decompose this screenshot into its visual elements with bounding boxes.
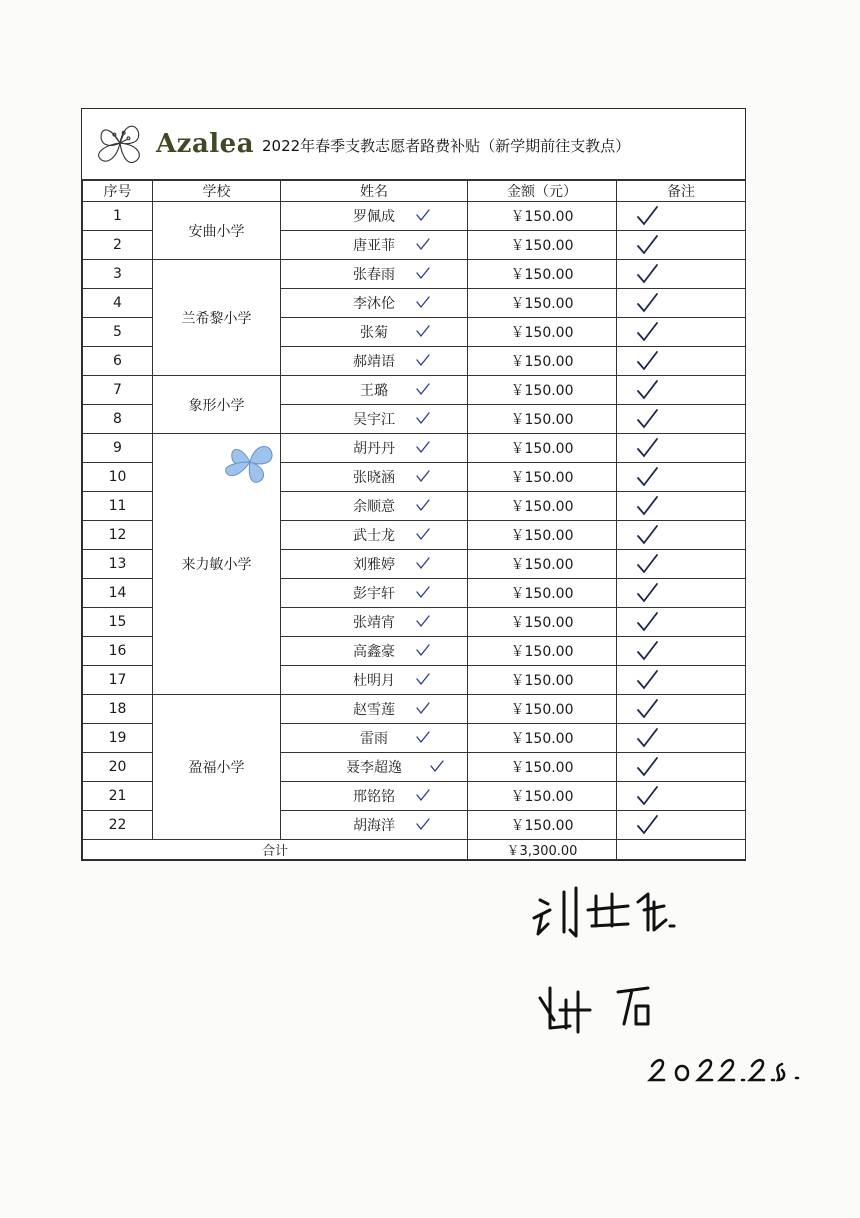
volunteer-name-cell [281,608,468,637]
amount: ￥150.00 [468,318,617,347]
check-mark-icon [415,353,431,367]
check-mark-icon [415,382,431,396]
volunteer-name: 高鑫豪 [353,644,395,660]
remark-cell [617,550,746,579]
table-row [83,260,746,289]
volunteer-name: 刘雅婷 [353,557,395,573]
col-header-no: 序号 [83,181,153,202]
row-number: 19 [83,724,153,753]
row-number: 2 [83,231,153,260]
row-number: 11 [83,492,153,521]
remark-cell [617,695,746,724]
volunteer-name-cell [281,666,468,695]
total-label: 合计 [83,840,468,860]
check-mark-icon [415,295,431,309]
check-mark-icon [635,292,659,314]
blue-flower-stamp-icon [218,438,280,484]
volunteer-name-cell [281,463,468,492]
volunteer-name: 张菊 [360,325,388,341]
remark-cell [617,608,746,637]
volunteer-name-cell [281,260,468,289]
check-mark-icon [635,321,659,343]
total-amount: ￥3,300.00 [468,840,617,860]
volunteer-name-cell [281,492,468,521]
total-remark [617,840,746,860]
check-mark-icon [635,524,659,546]
volunteer-name: 张靖宵 [353,615,395,631]
remark-cell [617,492,746,521]
amount: ￥150.00 [468,695,617,724]
check-mark-icon [415,585,431,599]
volunteer-name-cell [281,434,468,463]
check-mark-icon [415,556,431,570]
amount: ￥150.00 [468,550,617,579]
school-name: 兰希黎小学 [153,260,281,376]
remark-cell [617,637,746,666]
volunteer-name: 雷雨 [360,731,388,747]
school-name: 盈福小学 [153,695,281,840]
volunteer-name: 罗佩成 [353,209,395,225]
check-mark-icon [415,788,431,802]
volunteer-name-cell [281,579,468,608]
remark-cell [617,753,746,782]
row-number: 17 [83,666,153,695]
subsidy-table [82,180,746,860]
check-mark-icon [415,614,431,628]
volunteer-name: 张春雨 [353,267,395,283]
amount: ￥150.00 [468,724,617,753]
check-mark-icon [635,553,659,575]
remark-cell [617,521,746,550]
volunteer-name: 杜明月 [353,673,395,689]
table-row [83,202,746,231]
volunteer-name-cell [281,376,468,405]
table-row [83,376,746,405]
check-mark-icon [635,263,659,285]
subsidy-form [81,108,746,861]
amount: ￥150.00 [468,376,617,405]
remark-cell [617,463,746,492]
check-mark-icon [635,727,659,749]
volunteer-name: 吴宇江 [353,412,395,428]
row-number: 13 [83,550,153,579]
amount: ￥150.00 [468,202,617,231]
remark-cell [617,289,746,318]
check-mark-icon [635,756,659,778]
remark-cell [617,782,746,811]
amount: ￥150.00 [468,811,617,840]
row-number: 9 [83,434,153,463]
row-number: 22 [83,811,153,840]
check-mark-icon [415,672,431,686]
amount: ￥150.00 [468,753,617,782]
row-number: 10 [83,463,153,492]
amount: ￥150.00 [468,579,617,608]
azalea-flower-icon [92,115,148,171]
check-mark-icon [635,814,659,836]
check-mark-icon [635,205,659,227]
remark-cell [617,231,746,260]
row-number: 6 [83,347,153,376]
remark-cell [617,376,746,405]
volunteer-name-cell [281,347,468,376]
volunteer-name: 胡海洋 [353,818,395,834]
row-number: 14 [83,579,153,608]
check-mark-icon [429,759,445,773]
volunteer-name: 唐亚菲 [353,238,395,254]
volunteer-name: 王璐 [360,383,388,399]
volunteer-name: 李沐伦 [353,296,395,312]
remark-cell [617,260,746,289]
check-mark-icon [635,785,659,807]
col-header-school: 学校 [153,181,281,202]
volunteer-name-cell [281,637,468,666]
handwritten-signatures [520,880,820,1100]
logo-wordmark: Azalea [156,129,255,159]
volunteer-name: 武士龙 [353,528,395,544]
volunteer-name-cell [281,289,468,318]
check-mark-icon [635,611,659,633]
volunteer-name: 赵雪莲 [353,702,395,718]
volunteer-name: 张晓涵 [353,470,395,486]
volunteer-name: 聂李超逸 [346,760,402,776]
total-row [83,840,746,860]
check-mark-icon [635,466,659,488]
remark-cell [617,811,746,840]
col-header-remark: 备注 [617,181,746,202]
row-number: 15 [83,608,153,637]
row-number: 21 [83,782,153,811]
amount: ￥150.00 [468,492,617,521]
row-number: 8 [83,405,153,434]
remark-cell [617,434,746,463]
check-mark-icon [635,379,659,401]
check-mark-icon [415,701,431,715]
volunteer-name-cell [281,231,468,260]
table-row [83,695,746,724]
check-mark-icon [635,669,659,691]
amount: ￥150.00 [468,608,617,637]
volunteer-name-cell [281,318,468,347]
form-header [82,109,745,180]
check-mark-icon [635,698,659,720]
amount: ￥150.00 [468,637,617,666]
volunteer-name-cell [281,405,468,434]
check-mark-icon [635,582,659,604]
remark-cell [617,405,746,434]
amount: ￥150.00 [468,260,617,289]
row-number: 18 [83,695,153,724]
check-mark-icon [635,640,659,662]
check-mark-icon [415,527,431,541]
volunteer-name: 胡丹丹 [353,441,395,457]
row-number: 1 [83,202,153,231]
row-number: 5 [83,318,153,347]
table-header-row [83,181,746,202]
volunteer-name-cell [281,695,468,724]
row-number: 16 [83,637,153,666]
volunteer-name: 余顺意 [353,499,395,515]
row-number: 3 [83,260,153,289]
volunteer-name-cell [281,202,468,231]
check-mark-icon [635,408,659,430]
check-mark-icon [415,237,431,251]
volunteer-name: 彭宇轩 [353,586,395,602]
check-mark-icon [415,440,431,454]
volunteer-name-cell [281,782,468,811]
remark-cell [617,202,746,231]
check-mark-icon [635,234,659,256]
school-name: 象形小学 [153,376,281,434]
volunteer-name-cell [281,811,468,840]
amount: ￥150.00 [468,405,617,434]
check-mark-icon [415,266,431,280]
check-mark-icon [415,208,431,222]
check-mark-icon [635,437,659,459]
amount: ￥150.00 [468,347,617,376]
volunteer-name-cell [281,724,468,753]
row-number: 7 [83,376,153,405]
row-number: 12 [83,521,153,550]
amount: ￥150.00 [468,289,617,318]
check-mark-icon [415,817,431,831]
amount: ￥150.00 [468,782,617,811]
table-row [83,434,746,463]
remark-cell [617,666,746,695]
page-title: 2022年春季支教志愿者路费补贴（新学期前往支教点） [262,137,631,155]
check-mark-icon [415,469,431,483]
check-mark-icon [635,350,659,372]
check-mark-icon [415,324,431,338]
check-mark-icon [415,643,431,657]
col-header-amount: 金额（元） [468,181,617,202]
volunteer-name: 邢铭铭 [353,789,395,805]
volunteer-name: 郝靖语 [353,354,395,370]
remark-cell [617,579,746,608]
row-number: 20 [83,753,153,782]
amount: ￥150.00 [468,231,617,260]
amount: ￥150.00 [468,434,617,463]
check-mark-icon [415,411,431,425]
remark-cell [617,724,746,753]
check-mark-icon [635,495,659,517]
school-name: 安曲小学 [153,202,281,260]
row-number: 4 [83,289,153,318]
remark-cell [617,318,746,347]
amount: ￥150.00 [468,666,617,695]
volunteer-name-cell [281,550,468,579]
school-name: 来力敏小学 [153,434,281,695]
remark-cell [617,347,746,376]
col-header-name: 姓名 [281,181,468,202]
volunteer-name-cell [281,753,468,782]
table-body [83,202,746,840]
volunteer-name-cell [281,521,468,550]
check-mark-icon [415,498,431,512]
check-mark-icon [415,730,431,744]
amount: ￥150.00 [468,463,617,492]
amount: ￥150.00 [468,521,617,550]
